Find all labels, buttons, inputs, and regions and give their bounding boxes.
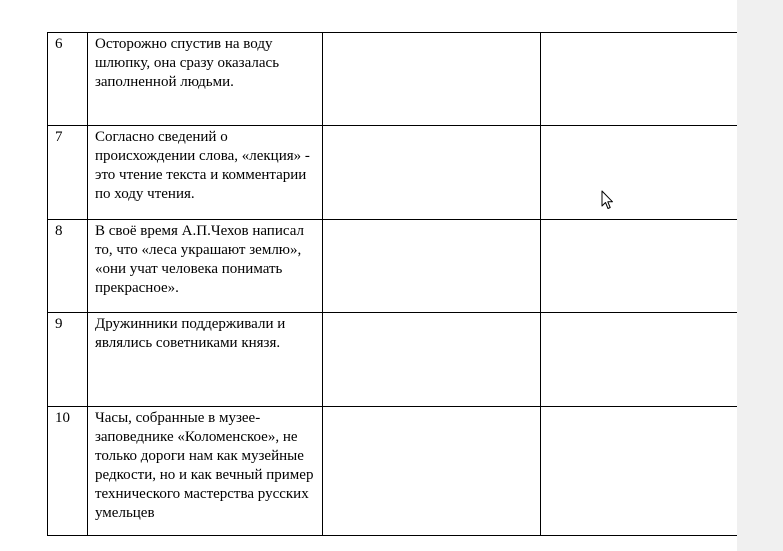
- table-row: [48, 407, 738, 536]
- mouse-pointer-icon: [601, 190, 613, 210]
- answer-cell[interactable]: [323, 220, 541, 313]
- row-number: 8: [48, 220, 88, 313]
- sentence-text: Осторожно спустив на воду шлюпку, она сразу оказалась заполненной людьми.: [88, 33, 323, 126]
- answer-cell[interactable]: [323, 313, 541, 407]
- answer-cell[interactable]: [323, 126, 541, 220]
- answer-cell[interactable]: [323, 33, 541, 126]
- table-row: [48, 126, 738, 220]
- sentence-text: В своё время А.П.Чехов написал то, что «леса украшают землю», «они учат человека понимать прекрасное».: [88, 220, 323, 313]
- correction-cell[interactable]: [541, 126, 738, 220]
- answer-cell[interactable]: [323, 407, 541, 536]
- table-row: [48, 313, 738, 407]
- row-number: 9: [48, 313, 88, 407]
- sentence-text: Согласно сведений о происхождении слова, «лекция» - это чтение текста и комментарии по ходу чтения.: [88, 126, 323, 220]
- window-side-panel: [737, 0, 783, 551]
- table-row: [48, 33, 738, 126]
- correction-cell[interactable]: [541, 33, 738, 126]
- correction-cell[interactable]: [541, 313, 738, 407]
- sentence-table: [47, 32, 737, 536]
- row-number: 10: [48, 407, 88, 536]
- row-number: 6: [48, 33, 88, 126]
- correction-cell[interactable]: [541, 220, 738, 313]
- row-number: 7: [48, 126, 88, 220]
- table-row: [48, 220, 738, 313]
- sentence-text: Часы, собранные в музее-заповеднике «Коломенское», не только дороги нам как музейные редкости, но и как вечный пример технического мастерства русских умельцев: [88, 407, 323, 536]
- sentence-text: Дружинники поддерживали и являлись советниками князя.: [88, 313, 323, 407]
- correction-cell[interactable]: [541, 407, 738, 536]
